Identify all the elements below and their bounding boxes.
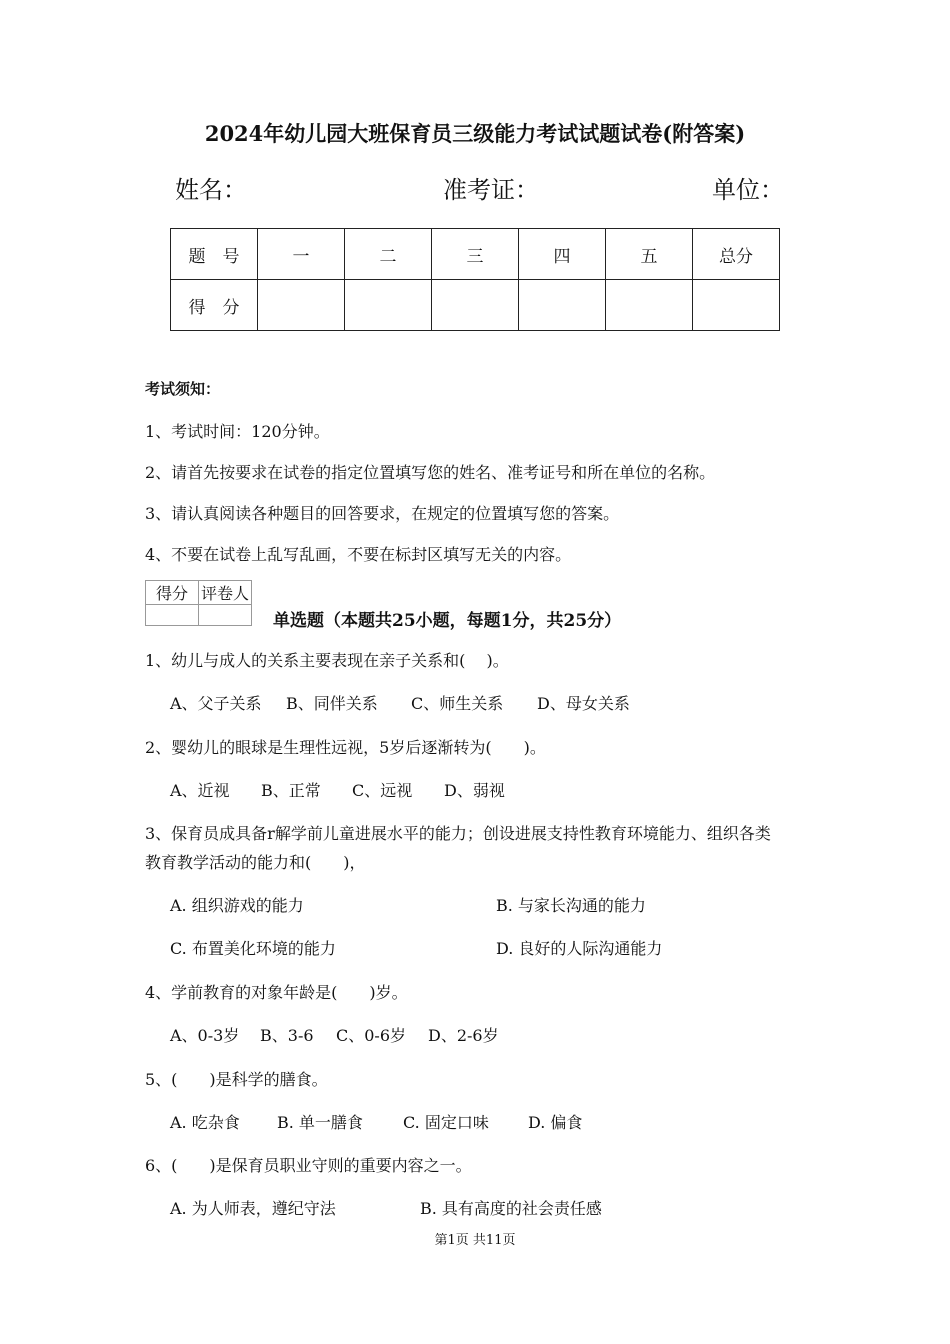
section-title: 单选题（本题共25小题，每题1分，共25分） [273,611,622,631]
question-stem-continued: 教育教学活动的能力和( )， [145,853,366,872]
question-stem: 2、婴幼儿的眼球是生理性远视，5岁后逐渐转为( )。 [145,738,546,757]
page-footer: 第1页 共11页 [434,1233,516,1248]
score-table-header-row [171,229,780,280]
question-option: B. 具有高度的社会责任感 [420,1199,602,1218]
question-option: B. 与家长沟通的能力 [496,896,646,915]
document-title: 2024年幼儿园大班保育员三级能力考试试题试卷(附答案) [204,121,746,146]
grader-score-label: 得分 [146,581,199,605]
question-option: C. 固定口味 [403,1113,489,1132]
question-option: A. 组织游戏的能力 [170,896,304,915]
score-header-cell: 五 [606,229,693,280]
question-option: D、母女关系 [537,694,630,713]
question-option: A、父子关系 [170,694,262,713]
question-option: B. 单一膳食 [277,1113,363,1132]
score-header-cell: 总分 [693,229,780,280]
question-option: D. 偏食 [528,1113,583,1132]
notice-item: 2、请首先按要求在试卷的指定位置填写您的姓名、准考证号和所在单位的名称。 [145,463,716,482]
notice-item: 1、考试时间：120分钟。 [145,422,330,441]
question-option: D、2-6岁 [428,1026,499,1045]
question-option: D、弱视 [444,781,505,800]
score-cell [432,280,519,331]
score-cell [258,280,345,331]
score-cell [606,280,693,331]
question-stem: 5、( )是科学的膳食。 [145,1070,328,1089]
grader-reviewer-cell [199,605,252,626]
notice-item: 4、不要在试卷上乱写乱画，不要在标封区填写无关的内容。 [145,545,572,564]
grader-box [145,580,252,626]
score-header-cell: 一 [258,229,345,280]
score-cell [519,280,606,331]
question-stem: 6、( )是保育员职业守则的重要内容之一。 [145,1156,472,1175]
question-stem: 4、学前教育的对象年龄是( )岁。 [145,983,408,1002]
score-table [170,228,780,331]
question-option: A. 吃杂食 [170,1113,240,1132]
question-option: B、同伴关系 [286,694,378,713]
score-header-cell: 三 [432,229,519,280]
question-option: A、近视 [170,781,230,800]
grader-reviewer-label: 评卷人 [199,581,252,605]
notice-heading: 考试须知： [145,380,221,398]
question-option: B、正常 [261,781,321,800]
unit-field-label: 单位： [712,176,784,204]
question-option: A. 为人师表，遵纪守法 [170,1199,336,1218]
question-option: C、0-6岁 [336,1026,407,1045]
score-header-cell: 四 [519,229,606,280]
name-field-label: 姓名： [175,176,247,204]
question-option: C、远视 [352,781,413,800]
question-stem: 3、保育员成具备r解学前儿童进展水平的能力；创设进展支持性教育环境能力、组织各类 [145,824,771,843]
score-cell [693,280,780,331]
exam-id-field-label: 准考证： [443,176,539,204]
score-cell [345,280,432,331]
score-row-label: 得 分 [171,280,258,331]
grader-score-cell [146,605,199,626]
question-option: D. 良好的人际沟通能力 [496,939,663,958]
score-table-score-row [171,280,780,331]
notice-item: 3、请认真阅读各种题目的回答要求，在规定的位置填写您的答案。 [145,504,620,523]
question-option: B、3-6 [260,1026,314,1045]
score-header-cell: 题 号 [171,229,258,280]
question-option: A、0-3岁 [170,1026,240,1045]
question-stem: 1、幼儿与成人的关系主要表现在亲子关系和( )。 [145,651,509,670]
question-option: C. 布置美化环境的能力 [170,939,336,958]
question-option: C、师生关系 [411,694,504,713]
score-header-cell: 二 [345,229,432,280]
